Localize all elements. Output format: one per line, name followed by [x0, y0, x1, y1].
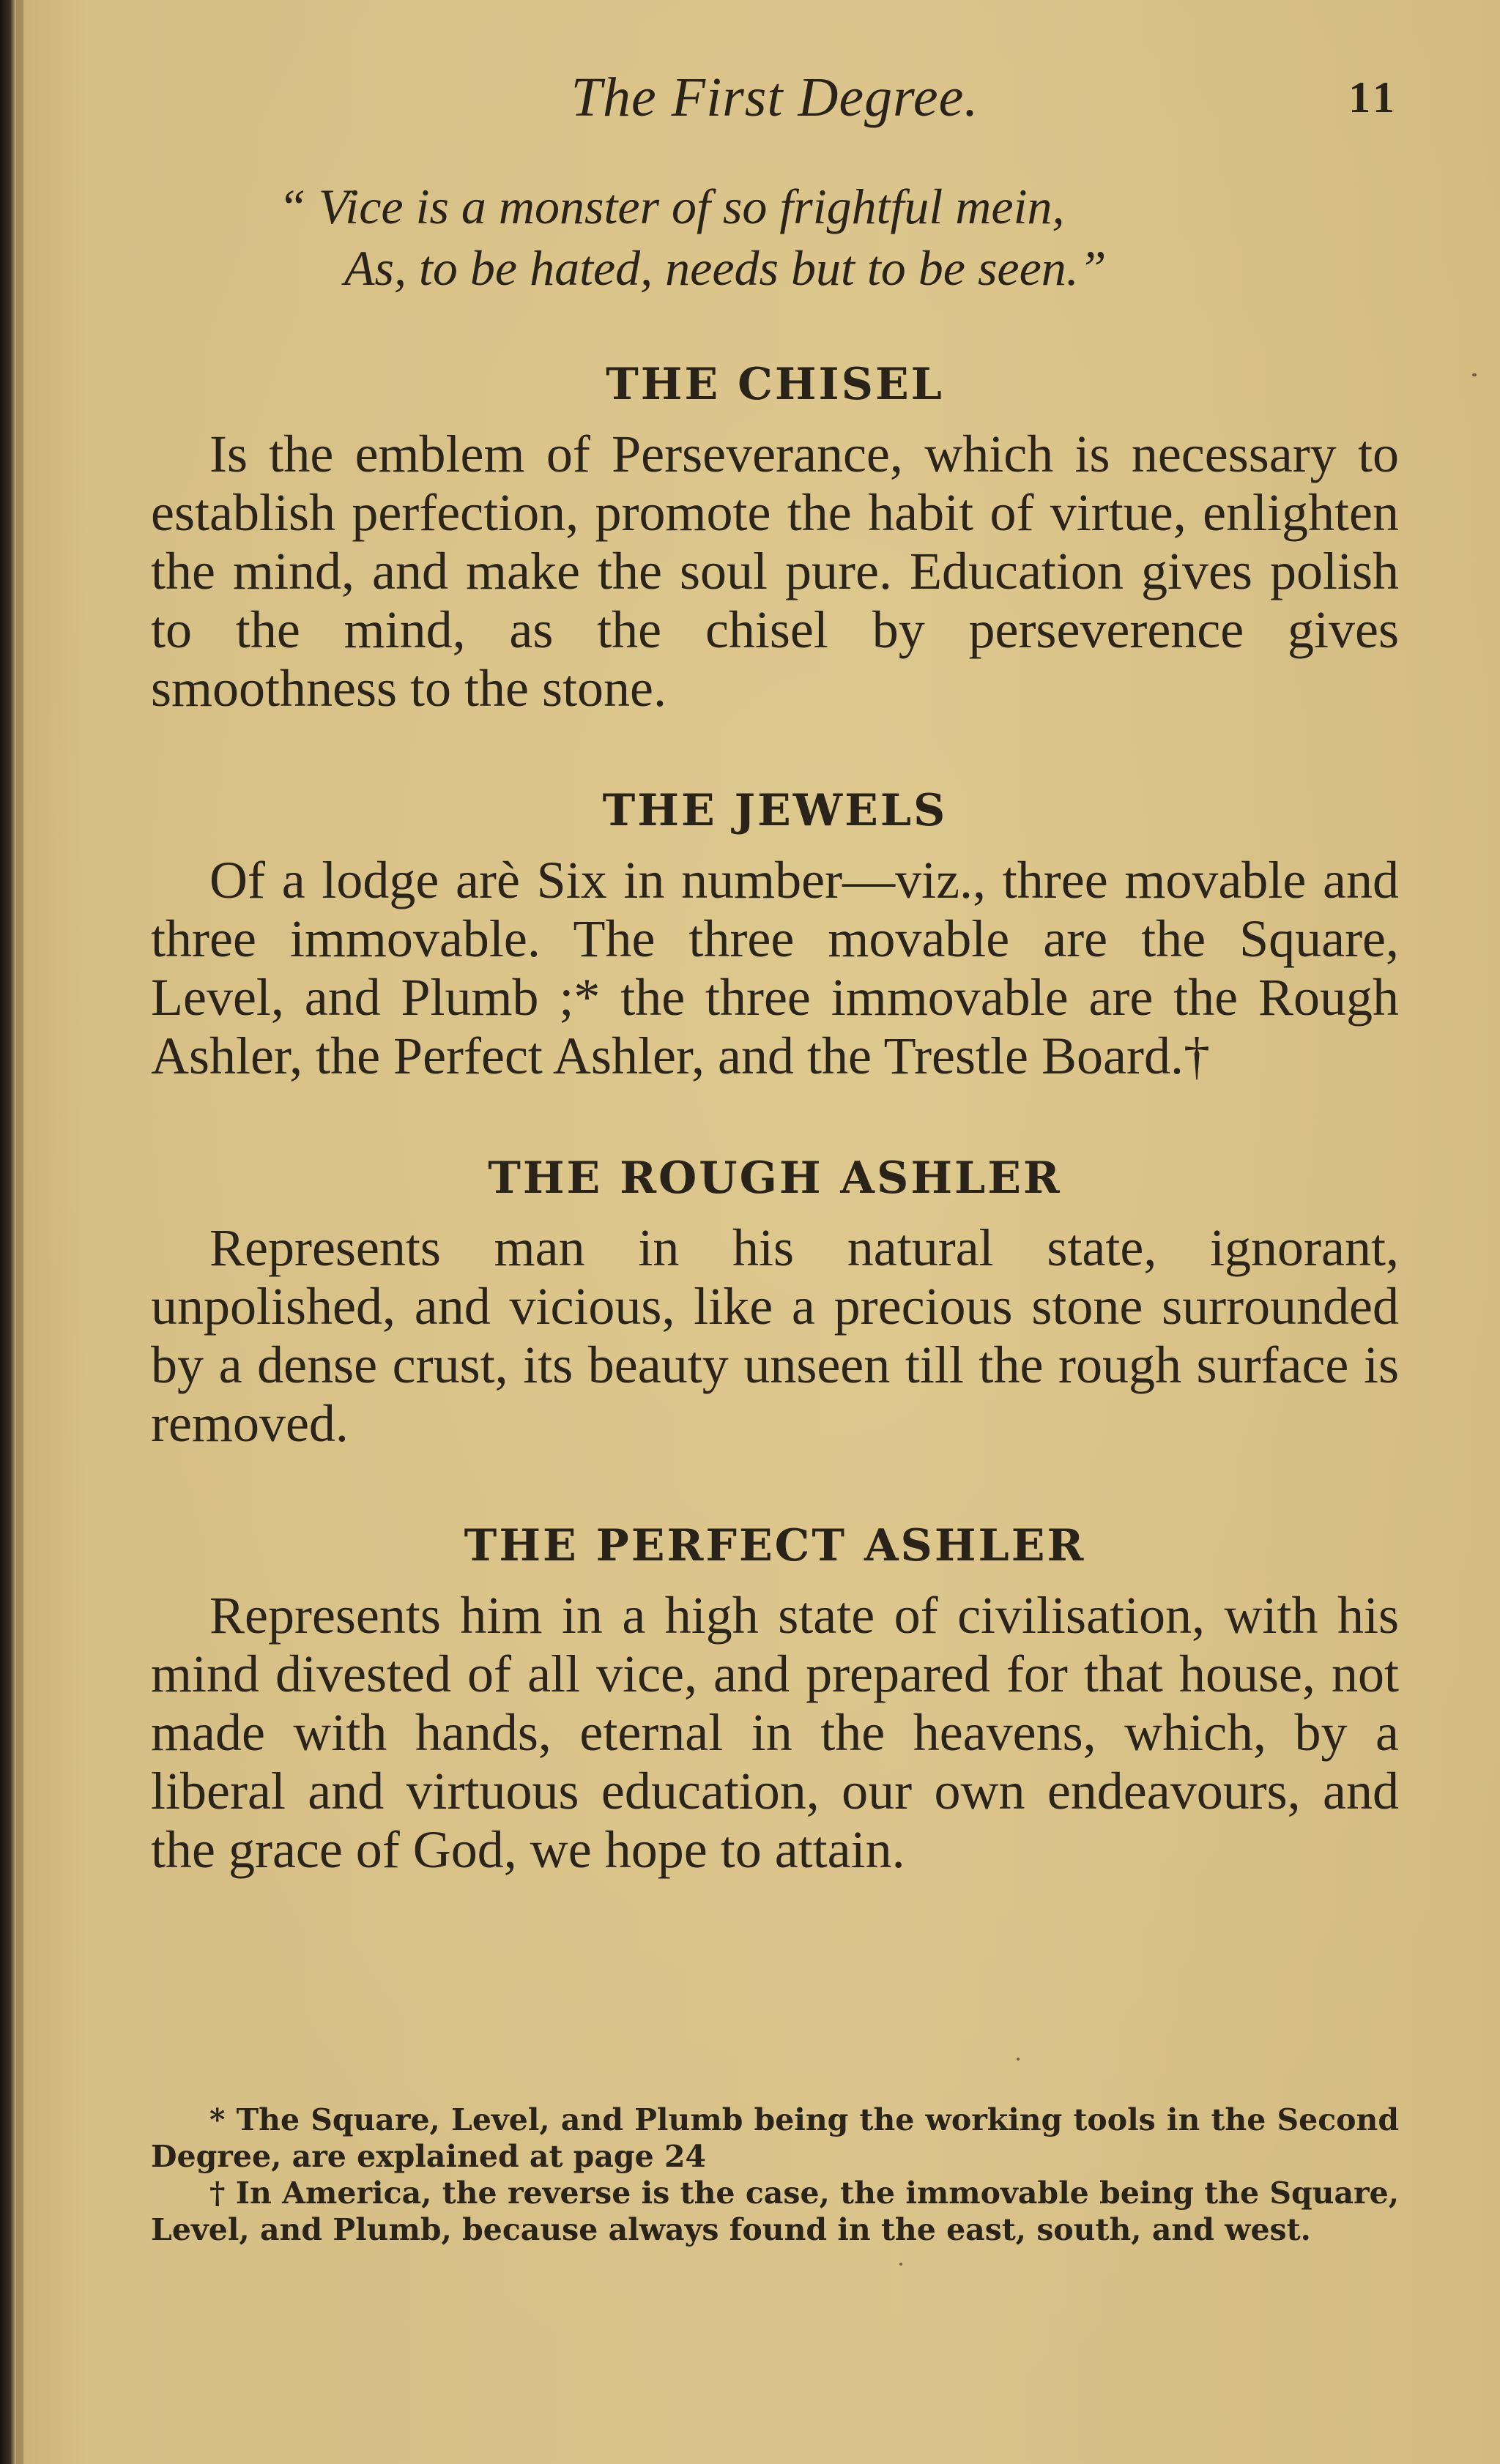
section-heading: THE CHISEL	[606, 359, 944, 410]
section-perfect-ashler	[151, 1505, 1399, 1879]
section-chisel	[151, 344, 1399, 718]
section-heading: THE JEWELS	[602, 785, 948, 836]
epigraph-line-2: As, to be hated, needs but to be seen.”	[344, 240, 1107, 296]
section-paragraph: Of a lodge arè Six in number—viz., three movable and three immovable. The three movable are the Square, Level, and Plumb ;* the three immovable are the Rough Ashler, the Perfect Ashler, and the Trestle Board.†	[151, 851, 1399, 1085]
paper-speck	[899, 2263, 902, 2266]
footnote-asterisk: * The Square, Level, and Plumb being the working tools in the Second Degree, are explained at page 24	[151, 2102, 1399, 2174]
section-paragraph: Represents him in a high state of civilisation, with his mind divested of all vice, and prepared for that house, not made with hands, eternal in the heavens, which, by a liberal and virtuous education, our own endeavours, and the grace of God, we hope to attain.	[151, 1586, 1399, 1879]
epigraph-line-1: “ Vice is a monster of so frightful mein,	[278, 179, 1065, 234]
epigraph-quote	[278, 176, 1304, 299]
section-jewels	[151, 770, 1399, 1085]
page-number: 11	[1348, 73, 1399, 122]
footnotes	[151, 2102, 1399, 2248]
paper-speck	[1472, 373, 1477, 376]
paper-speck	[1017, 2058, 1020, 2061]
book-gutter-shadow	[16, 0, 23, 2464]
section-heading: THE PERFECT ASHLER	[464, 1520, 1086, 1571]
running-title: The First Degree.	[571, 67, 979, 128]
footnote-dagger: † In America, the reverse is the case, the immovable being the Square, Level, and Plumb, because always found in the east, south, and west.	[151, 2175, 1399, 2247]
page-body	[151, 344, 1399, 1879]
book-spine-edge	[0, 0, 16, 2464]
page-header	[151, 64, 1399, 130]
section-heading: THE ROUGH ASHLER	[488, 1153, 1062, 1204]
section-rough-ashler	[151, 1138, 1399, 1453]
section-paragraph: Is the emblem of Perseverance, which is necessary to establish perfection, promote the habit of virtue, enlighten the mind, and make the soul pure. Education gives polish to the mind, as the chisel by perseverence gives smoothness to the stone.	[151, 425, 1399, 718]
section-paragraph: Represents man in his natural state, ignorant, unpolished, and vicious, like a precious stone surrounded by a dense crust, its beauty unseen till the rough surface is removed.	[151, 1218, 1399, 1453]
